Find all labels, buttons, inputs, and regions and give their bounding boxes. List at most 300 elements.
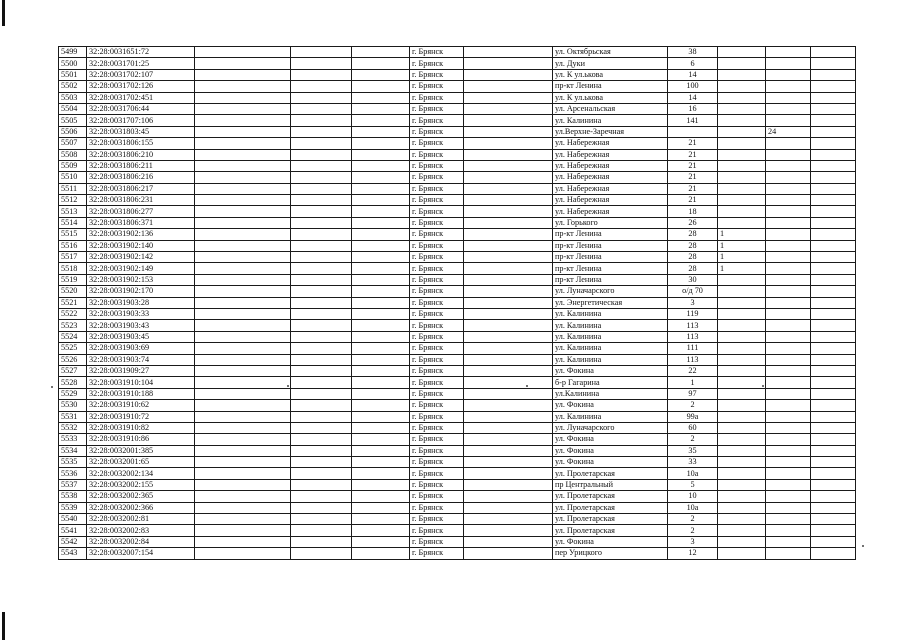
extra-cell-1 xyxy=(718,354,766,365)
extra-cell-1 xyxy=(718,400,766,411)
empty-cell xyxy=(464,377,553,388)
street-cell: ул. Набережная xyxy=(553,183,668,194)
empty-cell xyxy=(464,479,553,490)
row-number-cell: 5537 xyxy=(59,479,87,490)
empty-cell xyxy=(464,400,553,411)
cadastral-number-cell: 32:28:0031806:211 xyxy=(87,160,195,171)
extra-cell-1 xyxy=(718,514,766,525)
cadastral-number-cell: 32:28:0031702:451 xyxy=(87,92,195,103)
city-cell: г. Брянск xyxy=(410,536,464,547)
street-cell: ул. Фокина xyxy=(553,434,668,445)
empty-cell xyxy=(352,502,410,513)
extra-cell-2 xyxy=(766,320,811,331)
extra-cell-3 xyxy=(811,400,856,411)
extra-cell-2 xyxy=(766,81,811,92)
house-number-cell: 33 xyxy=(668,457,718,468)
street-cell: ул. Калинина xyxy=(553,308,668,319)
extra-cell-2 xyxy=(766,297,811,308)
empty-cell xyxy=(352,308,410,319)
empty-cell xyxy=(464,502,553,513)
empty-cell xyxy=(464,365,553,376)
city-cell: г. Брянск xyxy=(410,81,464,92)
extra-cell-3 xyxy=(811,138,856,149)
empty-cell xyxy=(352,92,410,103)
empty-cell xyxy=(352,138,410,149)
house-number-cell: 35 xyxy=(668,445,718,456)
empty-cell xyxy=(352,297,410,308)
street-cell: пр Центральный xyxy=(553,479,668,490)
empty-cell xyxy=(195,320,291,331)
extra-cell-3 xyxy=(811,206,856,217)
table-row xyxy=(59,149,856,160)
house-number-cell: 14 xyxy=(668,92,718,103)
empty-cell xyxy=(352,457,410,468)
extra-cell-1 xyxy=(718,445,766,456)
cadastral-number-cell: 32:28:0031910:62 xyxy=(87,400,195,411)
cadastral-number-cell: 32:28:0031910:104 xyxy=(87,377,195,388)
cadastral-number-cell: 32:28:0031903:45 xyxy=(87,331,195,342)
street-cell: ул. Горького xyxy=(553,217,668,228)
extra-cell-1 xyxy=(718,548,766,559)
street-cell: ул. Калинина xyxy=(553,343,668,354)
extra-cell-1 xyxy=(718,343,766,354)
empty-cell xyxy=(195,195,291,206)
extra-cell-1 xyxy=(718,320,766,331)
empty-cell xyxy=(352,411,410,422)
extra-cell-3 xyxy=(811,81,856,92)
extra-cell-3 xyxy=(811,365,856,376)
house-number-cell: 5 xyxy=(668,479,718,490)
table-row xyxy=(59,69,856,80)
empty-cell xyxy=(352,195,410,206)
cadastral-number-cell: 32:28:0031806:155 xyxy=(87,138,195,149)
empty-cell xyxy=(291,297,352,308)
empty-cell xyxy=(195,525,291,536)
empty-cell xyxy=(464,47,553,58)
city-cell: г. Брянск xyxy=(410,217,464,228)
empty-cell xyxy=(464,58,553,69)
table-row xyxy=(59,286,856,297)
extra-cell-2 xyxy=(766,525,811,536)
extra-cell-2 xyxy=(766,195,811,206)
extra-cell-2 xyxy=(766,331,811,342)
cadastral-number-cell: 32:28:0031702:107 xyxy=(87,69,195,80)
empty-cell xyxy=(195,172,291,183)
empty-cell xyxy=(352,160,410,171)
house-number-cell: 21 xyxy=(668,160,718,171)
table-row xyxy=(59,58,856,69)
empty-cell xyxy=(352,365,410,376)
empty-cell xyxy=(291,103,352,114)
city-cell: г. Брянск xyxy=(410,365,464,376)
table-row xyxy=(59,422,856,433)
extra-cell-2 xyxy=(766,388,811,399)
table-row xyxy=(59,411,856,422)
cadastral-number-cell: 32:28:0032002:366 xyxy=(87,502,195,513)
city-cell: г. Брянск xyxy=(410,320,464,331)
house-number-cell: 28 xyxy=(668,240,718,251)
table-row xyxy=(59,126,856,137)
extra-cell-3 xyxy=(811,252,856,263)
street-cell: пр-кт Ленина xyxy=(553,229,668,240)
extra-cell-2 xyxy=(766,445,811,456)
table-row xyxy=(59,491,856,502)
empty-cell xyxy=(352,217,410,228)
extra-cell-3 xyxy=(811,422,856,433)
city-cell: г. Брянск xyxy=(410,411,464,422)
extra-cell-3 xyxy=(811,434,856,445)
empty-cell xyxy=(195,422,291,433)
empty-cell xyxy=(195,388,291,399)
extra-cell-2 xyxy=(766,343,811,354)
empty-cell xyxy=(195,160,291,171)
empty-cell xyxy=(195,69,291,80)
table-row xyxy=(59,81,856,92)
city-cell: г. Брянск xyxy=(410,286,464,297)
extra-cell-2 xyxy=(766,548,811,559)
empty-cell xyxy=(195,400,291,411)
empty-cell xyxy=(291,514,352,525)
house-number-cell: 10а xyxy=(668,468,718,479)
street-cell: ул. Энергетическая xyxy=(553,297,668,308)
city-cell: г. Брянск xyxy=(410,240,464,251)
empty-cell xyxy=(352,354,410,365)
row-number-cell: 5534 xyxy=(59,445,87,456)
street-cell: ул. Набережная xyxy=(553,149,668,160)
row-number-cell: 5525 xyxy=(59,343,87,354)
cadastral-number-cell: 32:28:0031902:140 xyxy=(87,240,195,251)
city-cell: г. Брянск xyxy=(410,434,464,445)
empty-cell xyxy=(291,331,352,342)
table-row xyxy=(59,548,856,559)
extra-cell-3 xyxy=(811,536,856,547)
city-cell: г. Брянск xyxy=(410,126,464,137)
house-number-cell: 14 xyxy=(668,69,718,80)
empty-cell xyxy=(464,422,553,433)
house-number-cell: 99а xyxy=(668,411,718,422)
street-cell: ул. Набережная xyxy=(553,172,668,183)
extra-cell-3 xyxy=(811,479,856,490)
empty-cell xyxy=(291,286,352,297)
row-number-cell: 5529 xyxy=(59,388,87,399)
table-row xyxy=(59,525,856,536)
cadastral-number-cell: 32:28:0031910:86 xyxy=(87,434,195,445)
empty-cell xyxy=(291,47,352,58)
street-cell: ул.Верхне-Заречная xyxy=(553,126,668,137)
extra-cell-3 xyxy=(811,47,856,58)
empty-cell xyxy=(464,172,553,183)
table-row xyxy=(59,502,856,513)
extra-cell-3 xyxy=(811,468,856,479)
empty-cell xyxy=(352,536,410,547)
empty-cell xyxy=(291,206,352,217)
scan-speck xyxy=(862,545,864,547)
empty-cell xyxy=(291,548,352,559)
empty-cell xyxy=(464,514,553,525)
house-number-cell: 6 xyxy=(668,58,718,69)
table-row xyxy=(59,217,856,228)
extra-cell-1 xyxy=(718,308,766,319)
table-row xyxy=(59,115,856,126)
empty-cell xyxy=(195,331,291,342)
empty-cell xyxy=(352,115,410,126)
city-cell: г. Брянск xyxy=(410,479,464,490)
row-number-cell: 5532 xyxy=(59,422,87,433)
empty-cell xyxy=(291,58,352,69)
cadastral-number-cell: 32:28:0031902:142 xyxy=(87,252,195,263)
empty-cell xyxy=(291,388,352,399)
empty-cell xyxy=(195,103,291,114)
extra-cell-2 xyxy=(766,115,811,126)
table-row xyxy=(59,365,856,376)
empty-cell xyxy=(195,263,291,274)
row-number-cell: 5500 xyxy=(59,58,87,69)
empty-cell xyxy=(291,525,352,536)
empty-cell xyxy=(464,331,553,342)
extra-cell-2 xyxy=(766,183,811,194)
cadastral-number-cell: 32:28:0032002:84 xyxy=(87,536,195,547)
empty-cell xyxy=(291,240,352,251)
extra-cell-3 xyxy=(811,514,856,525)
cadastral-number-cell: 32:28:0031702:126 xyxy=(87,81,195,92)
table-row xyxy=(59,343,856,354)
empty-cell xyxy=(352,229,410,240)
empty-cell xyxy=(291,491,352,502)
street-cell: ул. Калинина xyxy=(553,115,668,126)
empty-cell xyxy=(291,217,352,228)
empty-cell xyxy=(464,92,553,103)
empty-cell xyxy=(291,377,352,388)
city-cell: г. Брянск xyxy=(410,138,464,149)
city-cell: г. Брянск xyxy=(410,457,464,468)
empty-cell xyxy=(195,491,291,502)
cadastral-number-cell: 32:28:0032002:83 xyxy=(87,525,195,536)
extra-cell-1 xyxy=(718,502,766,513)
city-cell: г. Брянск xyxy=(410,195,464,206)
empty-cell xyxy=(352,468,410,479)
extra-cell-1 xyxy=(718,58,766,69)
street-cell: ул. Калинина xyxy=(553,320,668,331)
extra-cell-3 xyxy=(811,445,856,456)
empty-cell xyxy=(195,115,291,126)
extra-cell-3 xyxy=(811,331,856,342)
city-cell: г. Брянск xyxy=(410,491,464,502)
cadastral-number-cell: 32:28:0031806:217 xyxy=(87,183,195,194)
street-cell: ул. Фокина xyxy=(553,536,668,547)
extra-cell-3 xyxy=(811,502,856,513)
empty-cell xyxy=(291,354,352,365)
street-cell: ул.Калинина xyxy=(553,388,668,399)
city-cell: г. Брянск xyxy=(410,274,464,285)
empty-cell xyxy=(195,502,291,513)
city-cell: г. Брянск xyxy=(410,229,464,240)
row-number-cell: 5530 xyxy=(59,400,87,411)
house-number-cell: 2 xyxy=(668,514,718,525)
city-cell: г. Брянск xyxy=(410,172,464,183)
empty-cell xyxy=(464,445,553,456)
city-cell: г. Брянск xyxy=(410,252,464,263)
extra-cell-3 xyxy=(811,160,856,171)
extra-cell-2 xyxy=(766,252,811,263)
empty-cell xyxy=(291,263,352,274)
empty-cell xyxy=(195,138,291,149)
house-number-cell: 22 xyxy=(668,365,718,376)
cadastral-number-cell: 32:28:0031806:216 xyxy=(87,172,195,183)
extra-cell-3 xyxy=(811,103,856,114)
empty-cell xyxy=(352,479,410,490)
empty-cell xyxy=(352,525,410,536)
row-number-cell: 5531 xyxy=(59,411,87,422)
extra-cell-1: 1 xyxy=(718,229,766,240)
extra-cell-3 xyxy=(811,195,856,206)
city-cell: г. Брянск xyxy=(410,297,464,308)
extra-cell-3 xyxy=(811,183,856,194)
extra-cell-1 xyxy=(718,206,766,217)
extra-cell-2 xyxy=(766,160,811,171)
table-row xyxy=(59,400,856,411)
extra-cell-2 xyxy=(766,491,811,502)
empty-cell xyxy=(195,468,291,479)
house-number-cell: 97 xyxy=(668,388,718,399)
extra-cell-3 xyxy=(811,115,856,126)
empty-cell xyxy=(464,286,553,297)
empty-cell xyxy=(464,81,553,92)
cadastral-number-cell: 32:28:0031803:45 xyxy=(87,126,195,137)
empty-cell xyxy=(464,297,553,308)
empty-cell xyxy=(291,172,352,183)
empty-cell xyxy=(464,491,553,502)
house-number-cell: 28 xyxy=(668,229,718,240)
city-cell: г. Брянск xyxy=(410,400,464,411)
empty-cell xyxy=(352,491,410,502)
extra-cell-2 xyxy=(766,422,811,433)
empty-cell xyxy=(195,434,291,445)
extra-cell-2 xyxy=(766,434,811,445)
city-cell: г. Брянск xyxy=(410,160,464,171)
cadastral-number-cell: 32:28:0031909:27 xyxy=(87,365,195,376)
house-number-cell: 2 xyxy=(668,400,718,411)
extra-cell-1 xyxy=(718,479,766,490)
street-cell: б-р Гагарина xyxy=(553,377,668,388)
cadastral-number-cell: 32:28:0031902:136 xyxy=(87,229,195,240)
scan-speck xyxy=(51,386,53,388)
empty-cell xyxy=(195,92,291,103)
table-row xyxy=(59,103,856,114)
empty-cell xyxy=(352,240,410,251)
extra-cell-3 xyxy=(811,286,856,297)
empty-cell xyxy=(464,160,553,171)
house-number-cell: 21 xyxy=(668,138,718,149)
empty-cell xyxy=(291,252,352,263)
extra-cell-1 xyxy=(718,388,766,399)
row-number-cell: 5526 xyxy=(59,354,87,365)
empty-cell xyxy=(291,115,352,126)
empty-cell xyxy=(352,149,410,160)
extra-cell-2 xyxy=(766,502,811,513)
city-cell: г. Брянск xyxy=(410,308,464,319)
extra-cell-3 xyxy=(811,229,856,240)
city-cell: г. Брянск xyxy=(410,115,464,126)
extra-cell-1 xyxy=(718,457,766,468)
street-cell: ул. Набережная xyxy=(553,160,668,171)
table-row xyxy=(59,514,856,525)
row-number-cell: 5518 xyxy=(59,263,87,274)
extra-cell-3 xyxy=(811,320,856,331)
extra-cell-2 xyxy=(766,240,811,251)
extra-cell-3 xyxy=(811,240,856,251)
empty-cell xyxy=(291,160,352,171)
extra-cell-2 xyxy=(766,263,811,274)
empty-cell xyxy=(352,172,410,183)
empty-cell xyxy=(291,422,352,433)
street-cell: ул. Пролетарская xyxy=(553,514,668,525)
table-row xyxy=(59,308,856,319)
extra-cell-1 xyxy=(718,138,766,149)
empty-cell xyxy=(352,400,410,411)
extra-cell-1 xyxy=(718,115,766,126)
empty-cell xyxy=(195,514,291,525)
city-cell: г. Брянск xyxy=(410,445,464,456)
extra-cell-2 xyxy=(766,103,811,114)
extra-cell-3 xyxy=(811,126,856,137)
empty-cell xyxy=(195,81,291,92)
row-number-cell: 5541 xyxy=(59,525,87,536)
extra-cell-1 xyxy=(718,525,766,536)
empty-cell xyxy=(195,126,291,137)
house-number-cell: 113 xyxy=(668,331,718,342)
table-row xyxy=(59,92,856,103)
empty-cell xyxy=(195,274,291,285)
street-cell: пер Урицкого xyxy=(553,548,668,559)
city-cell: г. Брянск xyxy=(410,422,464,433)
empty-cell xyxy=(195,536,291,547)
empty-cell xyxy=(291,479,352,490)
row-number-cell: 5511 xyxy=(59,183,87,194)
cadastral-number-cell: 32:28:0031806:210 xyxy=(87,149,195,160)
empty-cell xyxy=(291,468,352,479)
table-wrap xyxy=(58,46,856,560)
table-row xyxy=(59,274,856,285)
row-number-cell: 5507 xyxy=(59,138,87,149)
empty-cell xyxy=(195,548,291,559)
cadastral-number-cell: 32:28:0032002:81 xyxy=(87,514,195,525)
house-number-cell: 28 xyxy=(668,263,718,274)
empty-cell xyxy=(195,58,291,69)
extra-cell-1 xyxy=(718,411,766,422)
street-cell: ул. Пролетарская xyxy=(553,502,668,513)
row-number-cell: 5509 xyxy=(59,160,87,171)
street-cell: ул. Фокина xyxy=(553,457,668,468)
cadastral-number-cell: 32:28:0032002:155 xyxy=(87,479,195,490)
cadastral-number-cell: 32:28:0031651:72 xyxy=(87,47,195,58)
empty-cell xyxy=(195,183,291,194)
street-cell: ул. К ул.ькова xyxy=(553,69,668,80)
house-number-cell: 141 xyxy=(668,115,718,126)
empty-cell xyxy=(464,240,553,251)
table-row xyxy=(59,195,856,206)
row-number-cell: 5539 xyxy=(59,502,87,513)
empty-cell xyxy=(352,47,410,58)
empty-cell xyxy=(352,126,410,137)
extra-cell-1 xyxy=(718,172,766,183)
city-cell: г. Брянск xyxy=(410,468,464,479)
table-row xyxy=(59,252,856,263)
empty-cell xyxy=(464,343,553,354)
city-cell: г. Брянск xyxy=(410,331,464,342)
empty-cell xyxy=(464,388,553,399)
empty-cell xyxy=(464,252,553,263)
city-cell: г. Брянск xyxy=(410,514,464,525)
